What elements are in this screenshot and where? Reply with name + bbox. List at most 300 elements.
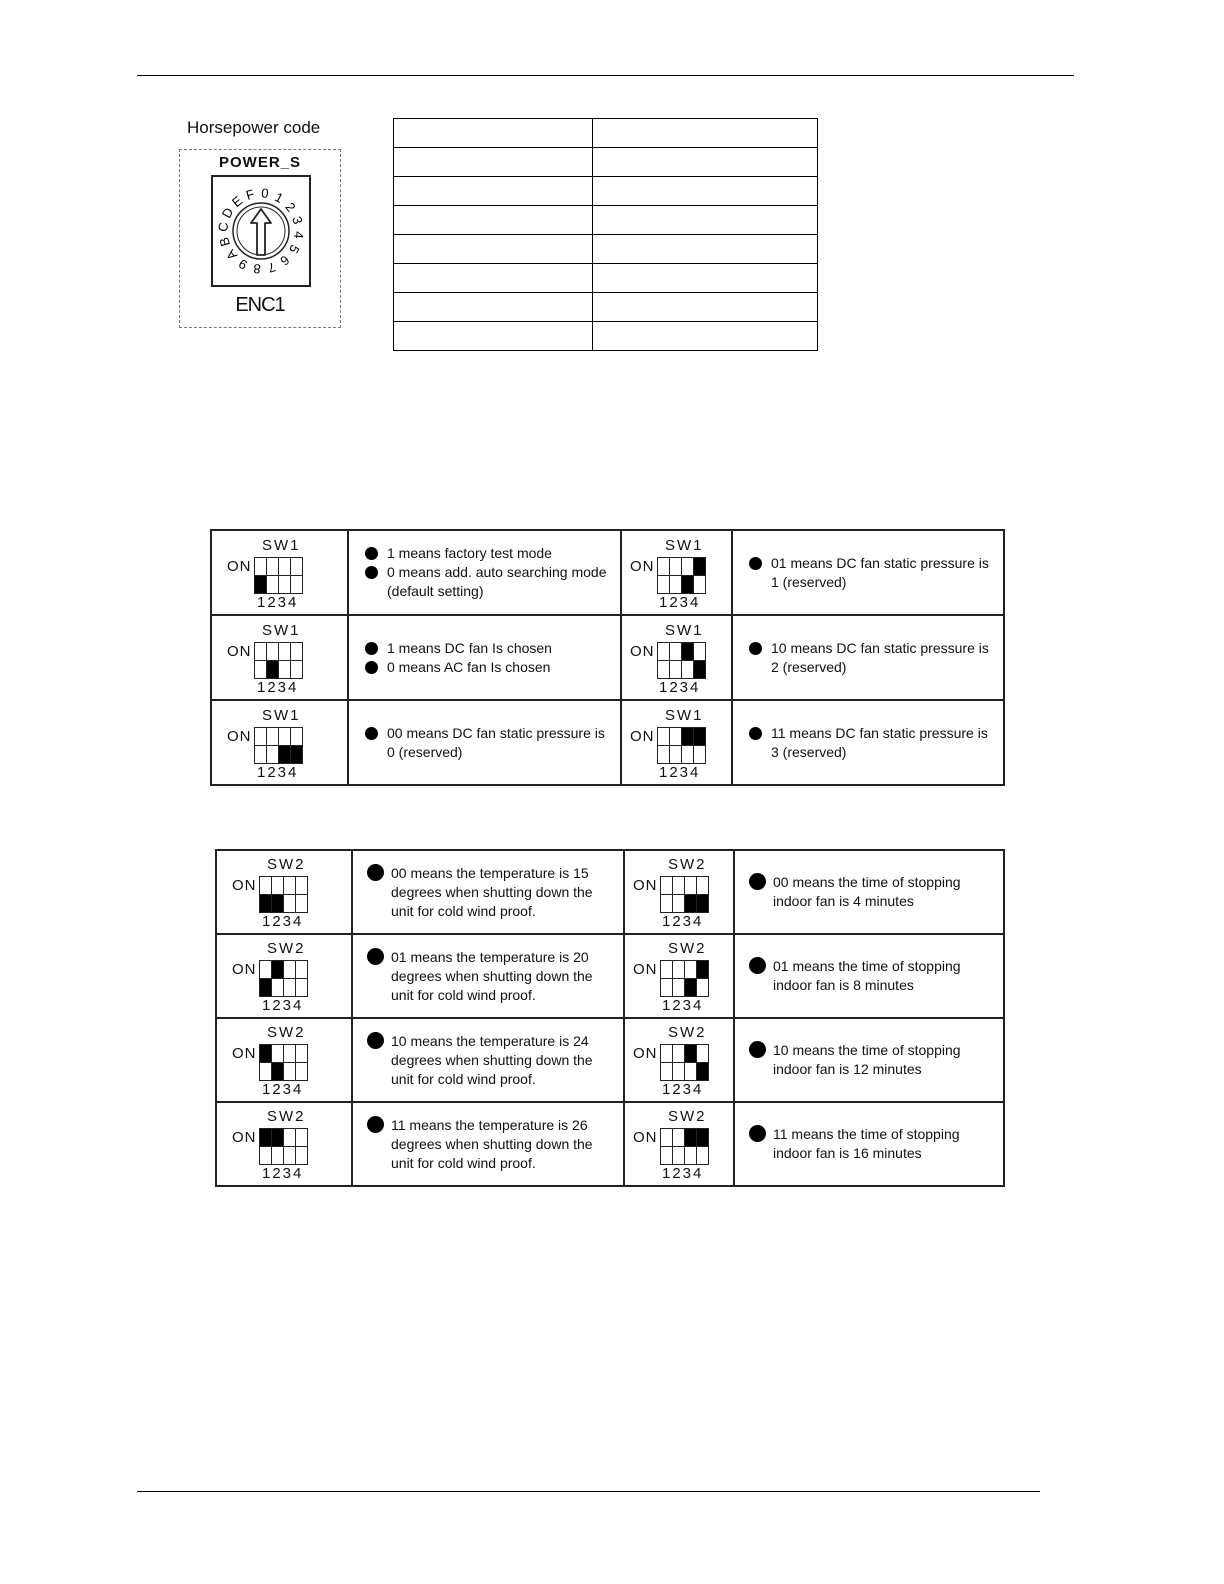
description-item [749, 873, 993, 911]
settings-row [216, 850, 1004, 934]
dip-cell-empty [284, 1129, 296, 1147]
dip-switch-grid [254, 557, 303, 594]
diagram-cell [211, 530, 348, 615]
settings-row [211, 615, 1004, 700]
code-table-cell [593, 177, 818, 206]
dip-cell-empty [255, 643, 267, 661]
diagram-cell [624, 934, 734, 1018]
setting-description [734, 1102, 1004, 1186]
description-item [747, 554, 993, 592]
on-label: ON [232, 1045, 257, 1062]
dip-cell-filled [291, 746, 303, 764]
switch-numbers: 1234 [659, 763, 701, 781]
dip-cell-empty [296, 979, 308, 997]
dip-cell-empty [284, 961, 296, 979]
code-table-cell [593, 206, 818, 235]
description-item [363, 563, 610, 601]
on-label: ON [633, 961, 658, 978]
dip-switch-diagram [625, 1020, 733, 1100]
bullet-icon [365, 661, 378, 674]
switch-numbers: 1234 [262, 1165, 304, 1182]
dip-cell-filled [685, 1045, 697, 1063]
dip-cell-empty [661, 895, 673, 913]
dial-char-0: 0 [260, 185, 270, 202]
bullet-icon [367, 864, 384, 881]
code-table-row [394, 119, 818, 148]
description-item [749, 957, 993, 995]
dip-cell-empty [255, 558, 267, 576]
on-label: ON [227, 727, 252, 745]
code-table-cell [394, 148, 593, 177]
dip-cell-empty [267, 746, 279, 764]
dip-cell-filled [697, 1129, 709, 1147]
description-text: 00 means the time of stopping indoor fan is 4 minutes [773, 874, 961, 909]
description-item [367, 1116, 613, 1173]
dip-cell-filled [694, 661, 706, 679]
description-text: 01 means the temperature is 20 degrees when shutting down the unit for cold wind proof. [391, 948, 593, 1003]
dip-switch-diagram [622, 618, 731, 698]
dial-char-6: 6 [277, 252, 293, 269]
dip-cell-empty [673, 1129, 685, 1147]
bullet-icon [749, 642, 762, 655]
diagram-cell [624, 850, 734, 934]
bullet-icon [365, 642, 378, 655]
dial-char-9: 9 [236, 256, 250, 273]
dip-switch-grid [657, 727, 706, 764]
setting-description [348, 700, 621, 785]
dip-switch-diagram [212, 618, 347, 698]
dip-cell-empty [685, 877, 697, 895]
setting-description [348, 530, 621, 615]
switch-name: SW2 [267, 1024, 306, 1041]
dip-cell-empty [697, 1147, 709, 1165]
switch-name: SW1 [262, 706, 301, 724]
dip-cell-empty [658, 643, 670, 661]
dip-cell-empty [658, 661, 670, 679]
dip-cell-empty [682, 558, 694, 576]
dip-cell-empty [670, 558, 682, 576]
switch-name: SW2 [668, 856, 707, 873]
setting-description [734, 1018, 1004, 1102]
dip-cell-empty [673, 1147, 685, 1165]
dip-cell-empty [697, 1045, 709, 1063]
dip-cell-empty [260, 961, 272, 979]
dial-char-3: 3 [289, 214, 306, 226]
sw1-settings-table [210, 529, 1005, 786]
dial-char-1: 1 [272, 189, 286, 206]
dip-cell-filled [694, 558, 706, 576]
description-item [367, 1032, 613, 1089]
dip-cell-filled [682, 728, 694, 746]
dip-cell-empty [291, 558, 303, 576]
dip-cell-empty [697, 979, 709, 997]
dip-cell-empty [673, 1045, 685, 1063]
dip-switch-grid [657, 557, 706, 594]
description-item [363, 658, 610, 677]
switch-name: SW1 [665, 706, 704, 724]
settings-row [216, 1018, 1004, 1102]
dip-cell-empty [673, 877, 685, 895]
dip-cell-empty [267, 576, 279, 594]
switch-name: SW1 [262, 536, 301, 554]
dip-cell-filled [260, 1045, 272, 1063]
horsepower-caption: Horsepower code [187, 118, 321, 137]
code-table-row [394, 235, 818, 264]
dip-switch-grid [660, 876, 709, 913]
setting-description [732, 700, 1004, 785]
on-label: ON [633, 1045, 658, 1062]
on-label: ON [232, 1129, 257, 1146]
description-item [747, 724, 993, 762]
dip-cell-empty [260, 877, 272, 895]
dip-cell-filled [272, 895, 284, 913]
dip-switch-grid [254, 727, 303, 764]
dip-cell-empty [296, 961, 308, 979]
dip-cell-filled [694, 728, 706, 746]
switch-numbers: 1234 [662, 1081, 704, 1098]
code-table-cell [394, 264, 593, 293]
diagram-cell [216, 934, 352, 1018]
dip-cell-empty [296, 1045, 308, 1063]
dip-switch-diagram [217, 1020, 351, 1100]
bullet-icon [365, 566, 378, 579]
dip-cell-empty [658, 558, 670, 576]
on-label: ON [630, 642, 655, 660]
dip-cell-empty [682, 746, 694, 764]
dip-cell-empty [694, 576, 706, 594]
switch-name: SW2 [267, 856, 306, 873]
description-text: 00 means DC fan static pressure is 0 (reserved) [387, 724, 605, 760]
dip-cell-empty [279, 558, 291, 576]
description-item [749, 1041, 993, 1079]
dip-switch-grid [259, 1128, 308, 1165]
dip-cell-empty [260, 1147, 272, 1165]
dip-cell-empty [673, 979, 685, 997]
description-item [363, 724, 610, 762]
setting-description [348, 615, 621, 700]
description-item [367, 948, 613, 1005]
diagram-cell [621, 700, 732, 785]
dip-cell-empty [279, 728, 291, 746]
settings-row [211, 530, 1004, 615]
dip-cell-empty [284, 1045, 296, 1063]
bullet-icon [367, 1032, 384, 1049]
description-text: 0 means add. auto searching mode (default setting) [387, 564, 607, 599]
dip-switch-diagram [212, 703, 347, 783]
dip-cell-empty [291, 661, 303, 679]
dip-cell-empty [284, 877, 296, 895]
description-text: 1 means factory test mode [387, 545, 552, 561]
description-text: 01 means the time of stopping indoor fan is 8 minutes [773, 958, 961, 993]
dip-cell-filled [697, 961, 709, 979]
description-text: 11 means the time of stopping indoor fan is 16 minutes [773, 1126, 960, 1161]
dip-switch-grid [660, 1044, 709, 1081]
code-table-cell [593, 264, 818, 293]
dip-switch-grid [660, 1128, 709, 1165]
dip-cell-empty [673, 961, 685, 979]
bullet-icon [367, 1116, 384, 1133]
code-table-cell [394, 206, 593, 235]
code-table-cell [593, 293, 818, 322]
diagram-cell [624, 1018, 734, 1102]
switch-name: SW1 [665, 621, 704, 639]
dip-cell-empty [255, 746, 267, 764]
description-text: 10 means DC fan static pressure is 2 (reserved) [771, 639, 989, 675]
dip-cell-empty [267, 643, 279, 661]
diagram-cell [216, 850, 352, 934]
on-label: ON [227, 557, 252, 575]
dip-switch-grid [660, 960, 709, 997]
code-table-row [394, 293, 818, 322]
setting-description [352, 1018, 624, 1102]
dial-char-7: 7 [266, 259, 278, 276]
description-text: 11 means DC fan static pressure is 3 (reserved) [771, 724, 988, 760]
power-switch-label: POWER_S [218, 154, 301, 171]
description-item [749, 1125, 993, 1163]
description-text: 10 means the temperature is 24 degrees when shutting down the unit for cold wind proof. [391, 1032, 593, 1087]
switch-numbers: 1234 [659, 678, 701, 696]
setting-description [732, 530, 1004, 615]
setting-description [352, 850, 624, 934]
dip-cell-empty [296, 1063, 308, 1081]
code-table-row [394, 322, 818, 351]
dip-cell-empty [670, 728, 682, 746]
dip-switch-grid [254, 642, 303, 679]
dip-cell-empty [661, 1129, 673, 1147]
dip-cell-empty [670, 576, 682, 594]
dip-cell-empty [291, 728, 303, 746]
dip-cell-empty [255, 661, 267, 679]
code-table-cell [394, 322, 593, 351]
code-table-cell [593, 235, 818, 264]
diagram-cell [216, 1102, 352, 1186]
dip-cell-filled [272, 1063, 284, 1081]
on-label: ON [633, 1129, 658, 1146]
diagram-cell [211, 700, 348, 785]
dip-cell-empty [267, 728, 279, 746]
dip-switch-grid [657, 642, 706, 679]
switch-name: SW1 [665, 536, 704, 554]
description-text: 0 means AC fan Is chosen [387, 658, 551, 675]
switch-numbers: 1234 [262, 1081, 304, 1098]
dip-cell-empty [284, 1147, 296, 1165]
dip-cell-empty [661, 877, 673, 895]
header-rule [137, 75, 1074, 76]
dip-cell-filled [682, 643, 694, 661]
dip-cell-filled [697, 895, 709, 913]
dip-cell-filled [260, 1129, 272, 1147]
dip-cell-filled [267, 661, 279, 679]
on-label: ON [630, 557, 655, 575]
dip-cell-empty [658, 728, 670, 746]
description-item [363, 544, 610, 563]
dip-cell-empty [291, 576, 303, 594]
diagram-cell [621, 615, 732, 700]
bullet-icon [749, 727, 762, 740]
description-item [367, 864, 613, 921]
diagram-cell [624, 1102, 734, 1186]
on-label: ON [232, 877, 257, 894]
switch-name: SW2 [267, 1108, 306, 1125]
switch-numbers: 1234 [257, 763, 299, 781]
dip-cell-empty [272, 1045, 284, 1063]
rotary-dial [211, 175, 311, 287]
dip-switch-diagram [217, 1104, 351, 1184]
dip-switch-diagram [625, 852, 733, 932]
diagram-cell [211, 615, 348, 700]
switch-numbers: 1234 [257, 678, 299, 696]
code-table-cell [593, 119, 818, 148]
dip-cell-empty [697, 877, 709, 895]
dip-cell-empty [658, 576, 670, 594]
dip-cell-filled [685, 895, 697, 913]
dip-cell-filled [685, 979, 697, 997]
dip-cell-filled [279, 746, 291, 764]
bullet-icon [367, 948, 384, 965]
dip-cell-empty [296, 1129, 308, 1147]
dip-cell-filled [255, 576, 267, 594]
dip-switch-diagram [622, 533, 731, 613]
setting-description [734, 934, 1004, 1018]
dip-cell-filled [272, 1129, 284, 1147]
sw2-settings-table [215, 849, 1005, 1187]
dial-char-5: 5 [286, 242, 303, 256]
on-label: ON [630, 727, 655, 745]
setting-description [352, 934, 624, 1018]
dip-cell-empty [661, 1147, 673, 1165]
dip-cell-empty [272, 979, 284, 997]
diagram-cell [216, 1018, 352, 1102]
horsepower-code-table [393, 118, 818, 351]
dial-char-D: D [218, 205, 237, 221]
dip-cell-empty [284, 1063, 296, 1081]
code-table-row [394, 264, 818, 293]
bullet-icon [749, 873, 766, 890]
code-table-cell [394, 293, 593, 322]
switch-numbers: 1234 [262, 913, 304, 930]
settings-row [216, 1102, 1004, 1186]
switch-name: SW2 [267, 940, 306, 957]
bullet-icon [749, 1125, 766, 1142]
dip-cell-filled [685, 1129, 697, 1147]
dip-cell-empty [284, 895, 296, 913]
switch-numbers: 1234 [257, 593, 299, 611]
dip-switch-grid [259, 1044, 308, 1081]
dial-char-A: A [222, 246, 241, 263]
setting-description [734, 850, 1004, 934]
dip-cell-empty [255, 728, 267, 746]
description-item [363, 639, 610, 658]
dip-cell-empty [296, 1147, 308, 1165]
settings-row [216, 934, 1004, 1018]
setting-description [732, 615, 1004, 700]
switch-name: SW2 [668, 940, 707, 957]
code-table-cell [394, 235, 593, 264]
dip-switch-diagram [625, 936, 733, 1016]
dip-cell-empty [670, 643, 682, 661]
dip-cell-empty [685, 961, 697, 979]
switch-name: SW1 [262, 621, 301, 639]
encoder-label: ENC1 [235, 294, 285, 316]
bullet-icon [749, 1041, 766, 1058]
switch-name: SW2 [668, 1024, 707, 1041]
bullet-icon [365, 547, 378, 560]
dip-switch-diagram [625, 1104, 733, 1184]
dip-cell-empty [694, 643, 706, 661]
bullet-icon [749, 957, 766, 974]
dip-cell-empty [685, 1063, 697, 1081]
description-text: 11 means the temperature is 26 degrees when shutting down the unit for cold wind proof. [391, 1116, 593, 1171]
code-table-row [394, 177, 818, 206]
dip-cell-filled [272, 961, 284, 979]
dip-switch-diagram [212, 533, 347, 613]
on-label: ON [633, 877, 658, 894]
dip-cell-filled [682, 576, 694, 594]
switch-numbers: 1234 [662, 913, 704, 930]
dip-cell-empty [670, 661, 682, 679]
footer-rule [137, 1491, 1040, 1492]
code-table-cell [394, 177, 593, 206]
dip-cell-empty [673, 895, 685, 913]
setting-description [352, 1102, 624, 1186]
dip-cell-empty [296, 895, 308, 913]
dip-cell-empty [661, 979, 673, 997]
horsepower-switch-figure [179, 149, 341, 328]
dial-char-F: F [244, 186, 257, 203]
switch-numbers: 1234 [662, 1165, 704, 1182]
dip-cell-empty [661, 1045, 673, 1063]
dip-cell-empty [267, 558, 279, 576]
switch-numbers: 1234 [659, 593, 701, 611]
dip-cell-empty [694, 746, 706, 764]
dip-cell-empty [296, 877, 308, 895]
code-table-row [394, 206, 818, 235]
on-label: ON [227, 642, 252, 660]
dial-char-2: 2 [282, 199, 299, 215]
dip-cell-empty [279, 661, 291, 679]
dial-char-C: C [215, 221, 232, 233]
dip-cell-empty [685, 1147, 697, 1165]
bullet-icon [749, 557, 762, 570]
dip-cell-empty [260, 1063, 272, 1081]
dip-cell-empty [670, 746, 682, 764]
description-text: 10 means the time of stopping indoor fan is 12 minutes [773, 1042, 961, 1077]
dip-cell-empty [284, 979, 296, 997]
dial-char-4: 4 [290, 230, 307, 240]
on-label: ON [232, 961, 257, 978]
dip-cell-empty [658, 746, 670, 764]
dip-cell-empty [279, 576, 291, 594]
switch-numbers: 1234 [662, 997, 704, 1014]
dip-cell-empty [272, 877, 284, 895]
dip-cell-filled [260, 979, 272, 997]
dip-switch-diagram [622, 703, 731, 783]
dip-cell-empty [682, 661, 694, 679]
dip-cell-empty [291, 643, 303, 661]
switch-name: SW2 [668, 1108, 707, 1125]
dial-char-8: 8 [252, 260, 262, 277]
description-item [747, 639, 993, 677]
dip-switch-grid [259, 960, 308, 997]
bullet-icon [365, 727, 378, 740]
dial-char-E: E [229, 192, 246, 211]
dip-switch-diagram [217, 852, 351, 932]
dip-cell-empty [661, 961, 673, 979]
dip-cell-empty [279, 643, 291, 661]
description-text: 01 means DC fan static pressure is 1 (reserved) [771, 554, 989, 590]
dip-cell-empty [661, 1063, 673, 1081]
code-table-cell [394, 119, 593, 148]
